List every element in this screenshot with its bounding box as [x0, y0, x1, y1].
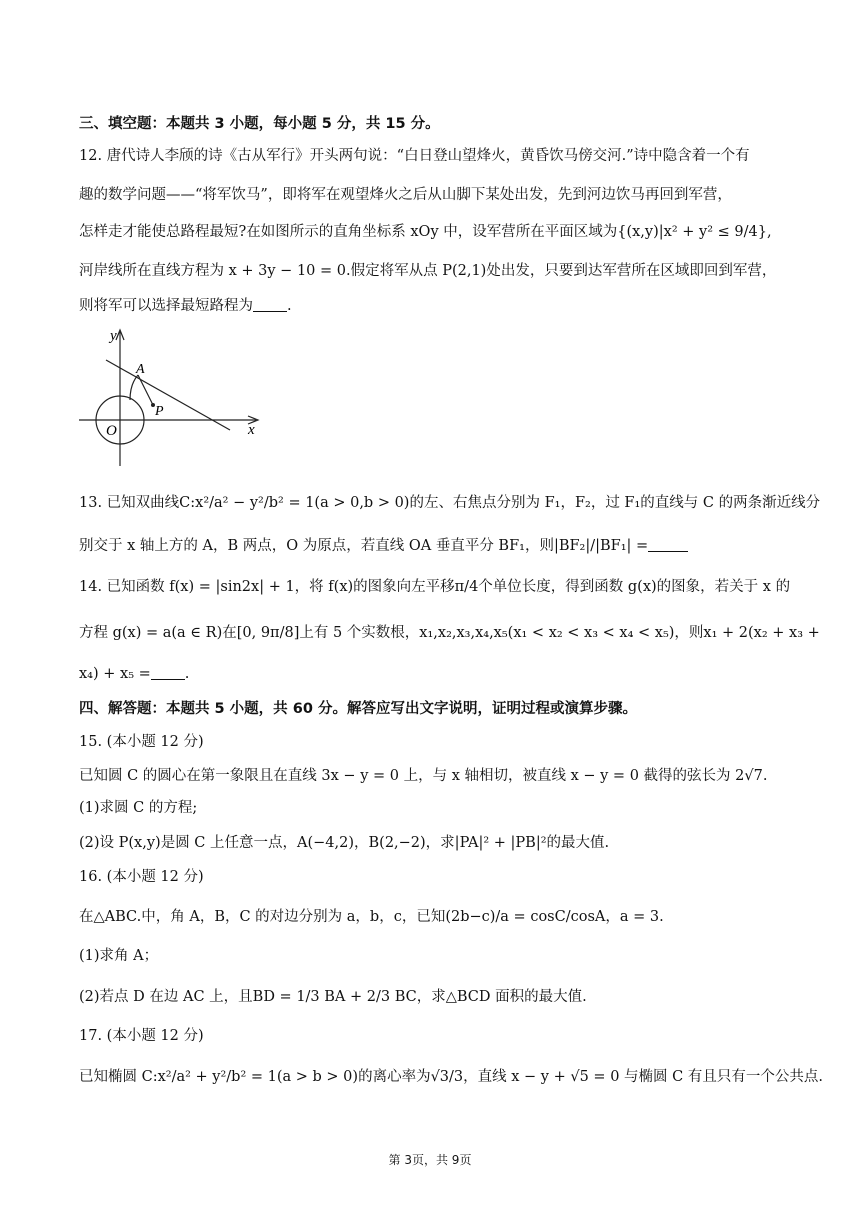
q12-line-3: 怎样走才能使总路程最短?在如图所示的直角坐标系 xOy 中，设军营所在平面区域为{(x,y)|x² + y² ≤ 9/4},: [79, 224, 772, 240]
q16-part-2: (2)若点 D 在边 AC 上，且BD = 1/3 BA + 2/3 BC，求△BCD 面积的最大值.: [79, 989, 587, 1005]
q12-figure: [74, 322, 274, 470]
answer-blank[interactable]: [253, 297, 287, 312]
q12-end: .: [287, 298, 292, 314]
page-footer: 第 3页，共 9页: [388, 1153, 472, 1167]
q15-header: 15. (本小题 12 分): [79, 734, 204, 750]
q13-line-1: [79, 492, 821, 514]
q13-pre: 13. 已知双曲线: [79, 495, 180, 511]
segment-a-camp: [130, 375, 138, 400]
q16-stem: 在△ABC.中，角 A，B，C 的对边分别为 a，b，c，已知(2b−c)/a = cosC/cosA，a = 3.: [79, 909, 664, 925]
q16-header: 16. (本小题 12 分): [79, 869, 204, 885]
q15-stem: 已知圆 C 的圆心在第一象限且在直线 3x − y = 0 上，与 x 轴相切，被直线 x − y = 0 截得的弦长为 2√7.: [79, 768, 768, 784]
label-x: x: [248, 422, 255, 438]
q14-line-1: 14. 已知函数 f(x) = |sin2x| + 1，将 f(x)的图象向左平移π/4个单位长度，得到函数 g(x)的图象，若关于 x 的: [79, 579, 791, 595]
q12-line-1: 12. 唐代诗人李颀的诗《古从军行》开头两句说：“白日登山望烽火，黄昏饮马傍交河.”诗中隐含着一个有: [79, 148, 750, 164]
label-a: A: [136, 362, 145, 377]
q15-part-1: (1)求圆 C 的方程;: [79, 800, 198, 816]
segment-a-p: [138, 375, 153, 405]
q12-line-5-text: 则将军可以选择最短路程为: [79, 298, 253, 314]
q14-line-3: x₄) + x₅ = .: [79, 666, 190, 682]
answer-blank[interactable]: [151, 665, 185, 680]
q15-part-2: (2)设 P(x,y)是圆 C 上任意一点，A(−4,2)，B(2,−2)，求|PA|² + |PB|²的最大值.: [79, 835, 610, 851]
label-o: O: [106, 423, 117, 439]
q13-line-2: [79, 535, 780, 557]
label-p: P: [155, 404, 164, 419]
q14-line-2: 方程 g(x) = a(a ∈ R)在[0, 9π/8]上有 5 个实数根，x₁,x₂,x₃,x₄,x₅(x₁ < x₂ < x₃ < x₄ < x₅)，则x₁ + 2(x₂ + x₃ +: [79, 625, 820, 641]
q14-line-3-text: x₄) + x₅ =: [79, 666, 151, 682]
q12-line-5: [79, 295, 780, 317]
q13-eq: C:x²/a² − y²/b² = 1(a > 0,b > 0): [179, 495, 410, 511]
section-4-heading: 四、解答题：本题共 5 小题，共 60 分。解答应写出文字说明，证明过程或演算步骤。: [79, 701, 637, 717]
q13-line-2-text: 别交于 x 轴上方的 A，B 两点，O 为原点，若直线 OA 垂直平分 BF₁，则|BF₂|/|BF₁| =: [79, 538, 649, 554]
q12-line-2: 趣的数学问题——“将军饮马”，即将军在观望烽火之后从山脚下某处出发，先到河边饮马再回到军营，: [79, 187, 732, 203]
q12-line-4: 河岸线所在直线方程为 x + 3y − 10 = 0.假定将军从点 P(2,1)处出发，只要到达军营所在区域即回到军营，: [79, 263, 777, 279]
q13-post: 的左、右焦点分别为 F₁，F₂，过 F₁的直线与 C 的两条渐近线分: [409, 495, 821, 511]
q17-stem: 已知椭圆 C:x²/a² + y²/b² = 1(a > b > 0)的离心率为√3/3，直线 x − y + √5 = 0 与椭圆 C 有且只有一个公共点.: [79, 1069, 823, 1085]
q17-header: 17. (本小题 12 分): [79, 1028, 204, 1044]
answer-blank[interactable]: [648, 537, 688, 552]
label-y: y: [110, 328, 117, 344]
q16-part-1: (1)求角 A；: [79, 948, 159, 964]
section-3-heading: 三、填空题：本题共 3 小题，每小题 5 分，共 15 分。: [79, 116, 440, 132]
